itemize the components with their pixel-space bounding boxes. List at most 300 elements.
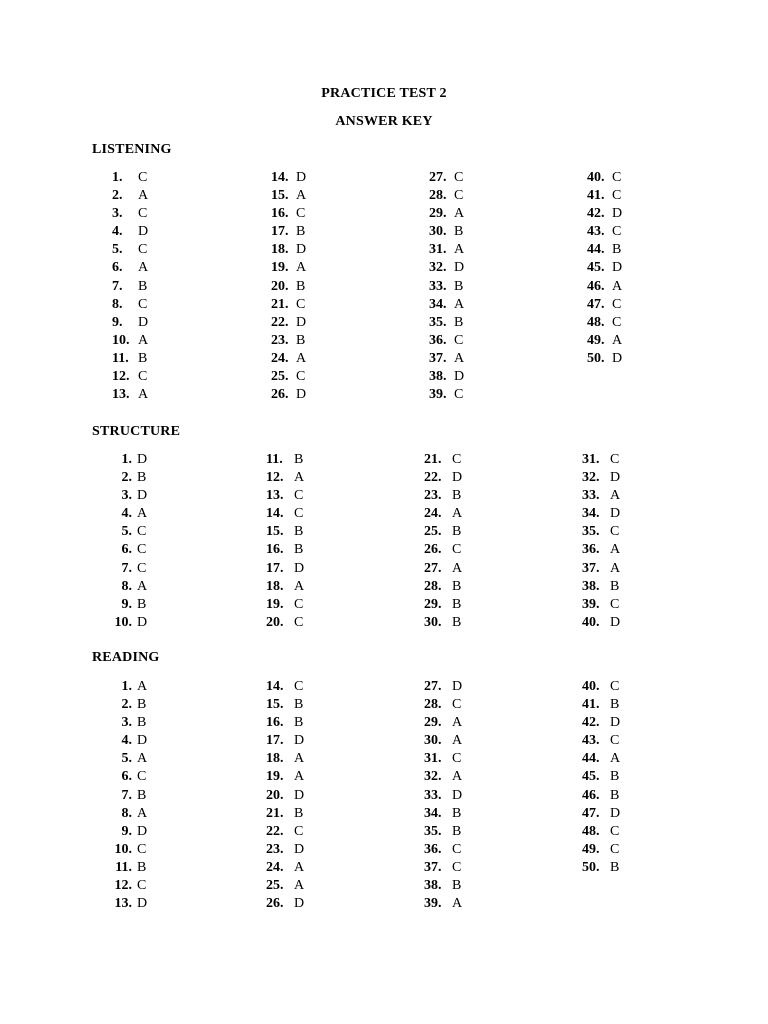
- answer-item: [104, 614, 147, 632]
- question-number: 4.: [112, 224, 123, 240]
- answer-letter: B: [138, 278, 148, 294]
- question-number: 7.: [121, 560, 132, 576]
- answer-letter: B: [452, 805, 462, 821]
- question-number: 44.: [582, 751, 600, 767]
- question-number: 48.: [582, 823, 600, 839]
- question-number: 40.: [582, 679, 600, 694]
- answer-item: [424, 614, 462, 632]
- question-number: 17.: [271, 224, 289, 240]
- section-heading-listening: LISTENING: [92, 142, 172, 157]
- answer-item: [424, 805, 462, 823]
- question-number: 7.: [121, 787, 132, 803]
- question-number: 19.: [266, 769, 284, 785]
- answer-item: [582, 487, 620, 505]
- answer-letter: B: [296, 332, 306, 348]
- answer-letter: C: [138, 296, 148, 312]
- answer-item: [587, 296, 622, 314]
- answer-item: [582, 578, 620, 596]
- answer-letter: D: [610, 470, 621, 486]
- answer-item: [266, 714, 304, 732]
- question-number: 23.: [424, 488, 442, 504]
- answer-item: [587, 241, 622, 259]
- answer-letter: A: [138, 260, 149, 276]
- answer-item: [429, 223, 464, 241]
- answer-letter: C: [454, 188, 464, 204]
- answer-item: [582, 732, 620, 750]
- answer-item: [424, 505, 462, 523]
- answer-letter: D: [138, 314, 149, 330]
- answer-item: [104, 578, 147, 596]
- answer-column: [266, 678, 304, 913]
- answer-letter: A: [138, 387, 149, 403]
- question-number: 33.: [424, 787, 442, 803]
- answer-item: [424, 895, 462, 913]
- question-number: 13.: [114, 896, 132, 912]
- answer-letter: B: [137, 715, 147, 731]
- answer-item: [271, 223, 306, 241]
- answer-item: [429, 332, 464, 350]
- answer-letter: C: [294, 679, 304, 694]
- answer-letter: B: [454, 224, 464, 240]
- answer-item: [112, 350, 148, 368]
- answer-item: [112, 259, 148, 277]
- answer-letter: D: [610, 614, 621, 630]
- question-number: 42.: [587, 206, 605, 222]
- answer-item: [112, 223, 148, 241]
- answer-letter: B: [610, 697, 620, 713]
- answer-item: [429, 241, 464, 259]
- answer-letter: B: [610, 787, 620, 803]
- answer-letter: A: [137, 578, 148, 594]
- answer-item: [582, 678, 620, 696]
- answer-item: [104, 841, 147, 859]
- question-number: 22.: [424, 470, 442, 486]
- question-number: 10.: [114, 841, 132, 857]
- answer-item: [266, 787, 304, 805]
- answer-item: [424, 487, 462, 505]
- answer-letter: A: [452, 560, 463, 576]
- answer-letter: D: [137, 488, 148, 504]
- answer-letter: A: [610, 488, 621, 504]
- answer-letter: A: [452, 733, 463, 749]
- answer-column: [104, 451, 147, 632]
- answer-item: [587, 350, 622, 368]
- answer-letter: A: [294, 751, 305, 767]
- answer-item: [424, 451, 462, 469]
- answer-item: [112, 241, 148, 259]
- answer-letter: B: [452, 614, 462, 630]
- answer-item: [266, 469, 304, 487]
- answer-item: [271, 278, 306, 296]
- question-number: 47.: [582, 805, 600, 821]
- answer-column: [112, 169, 148, 404]
- question-number: 45.: [582, 769, 600, 785]
- question-number: 36.: [582, 542, 600, 558]
- answer-letter: C: [294, 614, 304, 630]
- question-number: 24.: [424, 506, 442, 522]
- answer-item: [266, 823, 304, 841]
- answer-letter: B: [452, 596, 462, 612]
- question-number: 3.: [112, 206, 123, 222]
- question-number: 35.: [424, 823, 442, 839]
- answer-item: [424, 732, 462, 750]
- question-number: 16.: [271, 206, 289, 222]
- answer-letter: C: [452, 859, 462, 875]
- answer-item: [587, 205, 622, 223]
- answer-letter: C: [138, 170, 148, 185]
- question-number: 20.: [271, 278, 289, 294]
- question-number: 30.: [424, 733, 442, 749]
- answer-letter: A: [294, 578, 305, 594]
- answer-letter: D: [137, 896, 148, 912]
- answer-letter: C: [610, 452, 620, 467]
- question-number: 3.: [121, 715, 132, 731]
- question-number: 35.: [582, 524, 600, 540]
- question-number: 2.: [121, 697, 132, 713]
- question-number: 10.: [114, 614, 132, 630]
- answer-letter: C: [454, 387, 464, 403]
- answer-letter: C: [137, 769, 147, 785]
- answer-letter: C: [296, 206, 306, 222]
- answer-letter: A: [454, 242, 465, 258]
- answer-item: [266, 750, 304, 768]
- answer-item: [587, 332, 622, 350]
- answer-item: [587, 314, 622, 332]
- question-number: 38.: [424, 878, 442, 894]
- answer-item: [582, 614, 620, 632]
- answer-item: [104, 768, 147, 786]
- answer-letter: C: [610, 733, 620, 749]
- question-number: 23.: [271, 332, 289, 348]
- answer-item: [271, 187, 306, 205]
- answer-letter: C: [610, 841, 620, 857]
- question-number: 43.: [582, 733, 600, 749]
- answer-column: [587, 169, 622, 368]
- question-number: 18.: [266, 751, 284, 767]
- answer-letter: C: [452, 841, 462, 857]
- answer-letter: B: [138, 350, 148, 366]
- question-number: 5.: [121, 524, 132, 540]
- answer-item: [271, 350, 306, 368]
- answer-letter: B: [452, 878, 462, 894]
- question-number: 11.: [266, 452, 283, 467]
- question-number: 26.: [424, 542, 442, 558]
- answer-item: [271, 332, 306, 350]
- answer-item: [429, 350, 464, 368]
- answer-letter: B: [294, 542, 304, 558]
- answer-item: [266, 877, 304, 895]
- answer-item: [104, 505, 147, 523]
- question-number: 6.: [121, 769, 132, 785]
- answer-item: [424, 787, 462, 805]
- question-number: 18.: [266, 578, 284, 594]
- answer-item: [271, 368, 306, 386]
- question-number: 19.: [266, 596, 284, 612]
- question-number: 12.: [114, 878, 132, 894]
- question-number: 5.: [121, 751, 132, 767]
- question-number: 47.: [587, 296, 605, 312]
- answer-letter: C: [612, 314, 622, 330]
- answer-letter: A: [454, 350, 465, 366]
- answer-letter: D: [296, 387, 307, 403]
- answer-item: [582, 805, 620, 823]
- answer-item: [266, 614, 304, 632]
- answer-item: [104, 541, 147, 559]
- answer-letter: C: [452, 751, 462, 767]
- question-number: 28.: [429, 188, 447, 204]
- question-number: 8.: [121, 805, 132, 821]
- question-number: 4.: [121, 506, 132, 522]
- question-number: 43.: [587, 224, 605, 240]
- answer-column: [266, 451, 304, 632]
- answer-letter: B: [294, 524, 304, 540]
- question-number: 2.: [121, 470, 132, 486]
- question-number: 29.: [424, 715, 442, 731]
- answer-letter: C: [294, 823, 304, 839]
- question-number: 1.: [112, 170, 123, 185]
- answer-item: [266, 859, 304, 877]
- answer-item: [112, 187, 148, 205]
- answer-letter: C: [610, 679, 620, 694]
- question-number: 1.: [121, 452, 132, 467]
- answer-letter: A: [612, 332, 623, 348]
- question-number: 4.: [121, 733, 132, 749]
- answer-letter: A: [294, 470, 305, 486]
- answer-column: [104, 678, 147, 913]
- question-number: 27.: [424, 679, 442, 694]
- question-number: 9.: [121, 823, 132, 839]
- answer-item: [582, 696, 620, 714]
- question-number: 9.: [112, 314, 123, 330]
- answer-letter: A: [137, 679, 148, 694]
- question-number: 38.: [429, 369, 447, 385]
- answer-item: [424, 823, 462, 841]
- answer-item: [271, 259, 306, 277]
- answer-item: [424, 523, 462, 541]
- question-number: 19.: [271, 260, 289, 276]
- answer-letter: C: [137, 542, 147, 558]
- answer-letter: C: [610, 823, 620, 839]
- question-number: 48.: [587, 314, 605, 330]
- answer-item: [104, 859, 147, 877]
- question-number: 6.: [112, 260, 123, 276]
- answer-item: [266, 541, 304, 559]
- answer-letter: C: [294, 596, 304, 612]
- answer-letter: D: [296, 170, 307, 185]
- answer-item: [582, 714, 620, 732]
- answer-item: [582, 560, 620, 578]
- answer-column: [424, 451, 462, 632]
- question-number: 24.: [271, 350, 289, 366]
- answer-item: [104, 487, 147, 505]
- question-number: 18.: [271, 242, 289, 258]
- question-number: 20.: [266, 787, 284, 803]
- question-number: 26.: [271, 387, 289, 403]
- answer-letter: C: [296, 369, 306, 385]
- question-number: 21.: [424, 452, 442, 467]
- answer-letter: C: [612, 224, 622, 240]
- answer-letter: C: [452, 542, 462, 558]
- answer-letter: C: [612, 170, 622, 185]
- question-number: 39.: [424, 896, 442, 912]
- answer-item: [266, 560, 304, 578]
- question-number: 6.: [121, 542, 132, 558]
- answer-item: [424, 714, 462, 732]
- question-number: 28.: [424, 578, 442, 594]
- question-number: 15.: [266, 524, 284, 540]
- answer-letter: A: [137, 805, 148, 821]
- question-number: 28.: [424, 697, 442, 713]
- answer-letter: B: [612, 242, 622, 258]
- question-number: 24.: [266, 859, 284, 875]
- question-number: 12.: [112, 369, 130, 385]
- answer-letter: B: [610, 578, 620, 594]
- answer-item: [429, 296, 464, 314]
- answer-item: [424, 859, 462, 877]
- answer-letter: A: [294, 859, 305, 875]
- answer-item: [429, 368, 464, 386]
- answer-item: [266, 596, 304, 614]
- answer-letter: C: [612, 188, 622, 204]
- answer-item: [266, 578, 304, 596]
- question-number: 34.: [582, 506, 600, 522]
- question-number: 32.: [429, 260, 447, 276]
- answer-item: [429, 205, 464, 223]
- answer-letter: A: [452, 715, 463, 731]
- answer-item: [104, 732, 147, 750]
- answer-item: [424, 841, 462, 859]
- question-number: 31.: [424, 751, 442, 767]
- answer-letter: B: [137, 787, 147, 803]
- answer-item: [266, 768, 304, 786]
- section-heading-structure: STRUCTURE: [92, 424, 181, 439]
- question-number: 34.: [429, 296, 447, 312]
- answer-item: [587, 259, 622, 277]
- answer-letter: C: [454, 170, 464, 185]
- answer-letter: A: [610, 560, 621, 576]
- answer-item: [429, 386, 464, 404]
- question-number: 40.: [587, 170, 605, 185]
- answer-item: [112, 332, 148, 350]
- answer-item: [582, 523, 620, 541]
- question-number: 5.: [112, 242, 123, 258]
- answer-letter: A: [296, 188, 307, 204]
- question-number: 23.: [266, 841, 284, 857]
- question-number: 17.: [266, 733, 284, 749]
- question-number: 22.: [271, 314, 289, 330]
- answer-item: [587, 223, 622, 241]
- answer-column: [429, 169, 464, 404]
- answer-item: [104, 750, 147, 768]
- answer-letter: D: [452, 787, 463, 803]
- answer-letter: D: [137, 614, 148, 630]
- answer-item: [104, 805, 147, 823]
- answer-letter: C: [452, 452, 462, 467]
- question-number: 29.: [424, 596, 442, 612]
- question-number: 21.: [266, 805, 284, 821]
- question-number: 36.: [424, 841, 442, 857]
- question-number: 25.: [266, 878, 284, 894]
- answer-letter: C: [296, 296, 306, 312]
- answer-item: [104, 469, 147, 487]
- answer-letter: D: [294, 841, 305, 857]
- answer-item: [582, 787, 620, 805]
- answer-letter: A: [138, 332, 149, 348]
- document-title: PRACTICE TEST 2: [321, 86, 447, 101]
- answer-item: [582, 859, 620, 877]
- question-number: 15.: [266, 697, 284, 713]
- question-number: 49.: [582, 841, 600, 857]
- answer-item: [424, 560, 462, 578]
- answer-item: [424, 541, 462, 559]
- answer-letter: A: [294, 878, 305, 894]
- answer-letter: C: [137, 524, 147, 540]
- answer-letter: C: [138, 369, 148, 385]
- answer-letter: B: [452, 524, 462, 540]
- answer-item: [424, 596, 462, 614]
- answer-item: [104, 451, 147, 469]
- answer-letter: A: [137, 751, 148, 767]
- answer-item: [266, 895, 304, 913]
- answer-letter: D: [452, 679, 463, 694]
- answer-item: [429, 278, 464, 296]
- answer-item: [587, 187, 622, 205]
- question-number: 14.: [271, 170, 289, 185]
- answer-letter: C: [137, 560, 147, 576]
- answer-letter: D: [294, 896, 305, 912]
- question-number: 37.: [424, 859, 442, 875]
- document-subtitle: ANSWER KEY: [335, 114, 433, 129]
- answer-letter: A: [612, 278, 623, 294]
- question-number: 39.: [582, 596, 600, 612]
- answer-item: [429, 259, 464, 277]
- answer-letter: D: [610, 805, 621, 821]
- answer-item: [271, 169, 306, 187]
- answer-item: [582, 451, 620, 469]
- answer-letter: D: [294, 560, 305, 576]
- question-number: 12.: [266, 470, 284, 486]
- answer-letter: D: [454, 369, 465, 385]
- answer-letter: C: [294, 506, 304, 522]
- answer-letter: B: [452, 578, 462, 594]
- question-number: 30.: [429, 224, 447, 240]
- answer-letter: A: [137, 506, 148, 522]
- question-number: 9.: [121, 596, 132, 612]
- question-number: 1.: [121, 679, 132, 694]
- question-number: 25.: [271, 369, 289, 385]
- answer-item: [112, 205, 148, 223]
- answer-item: [429, 314, 464, 332]
- answer-item: [429, 169, 464, 187]
- answer-item: [266, 451, 304, 469]
- answer-item: [429, 187, 464, 205]
- answer-item: [266, 678, 304, 696]
- answer-letter: D: [610, 715, 621, 731]
- question-number: 7.: [112, 278, 123, 294]
- question-number: 38.: [582, 578, 600, 594]
- answer-item: [104, 895, 147, 913]
- question-number: 27.: [429, 170, 447, 185]
- answer-item: [266, 805, 304, 823]
- question-number: 35.: [429, 314, 447, 330]
- answer-item: [271, 241, 306, 259]
- question-number: 3.: [121, 488, 132, 504]
- answer-letter: B: [452, 823, 462, 839]
- answer-item: [424, 678, 462, 696]
- answer-item: [104, 714, 147, 732]
- answer-letter: D: [138, 224, 149, 240]
- question-number: 42.: [582, 715, 600, 731]
